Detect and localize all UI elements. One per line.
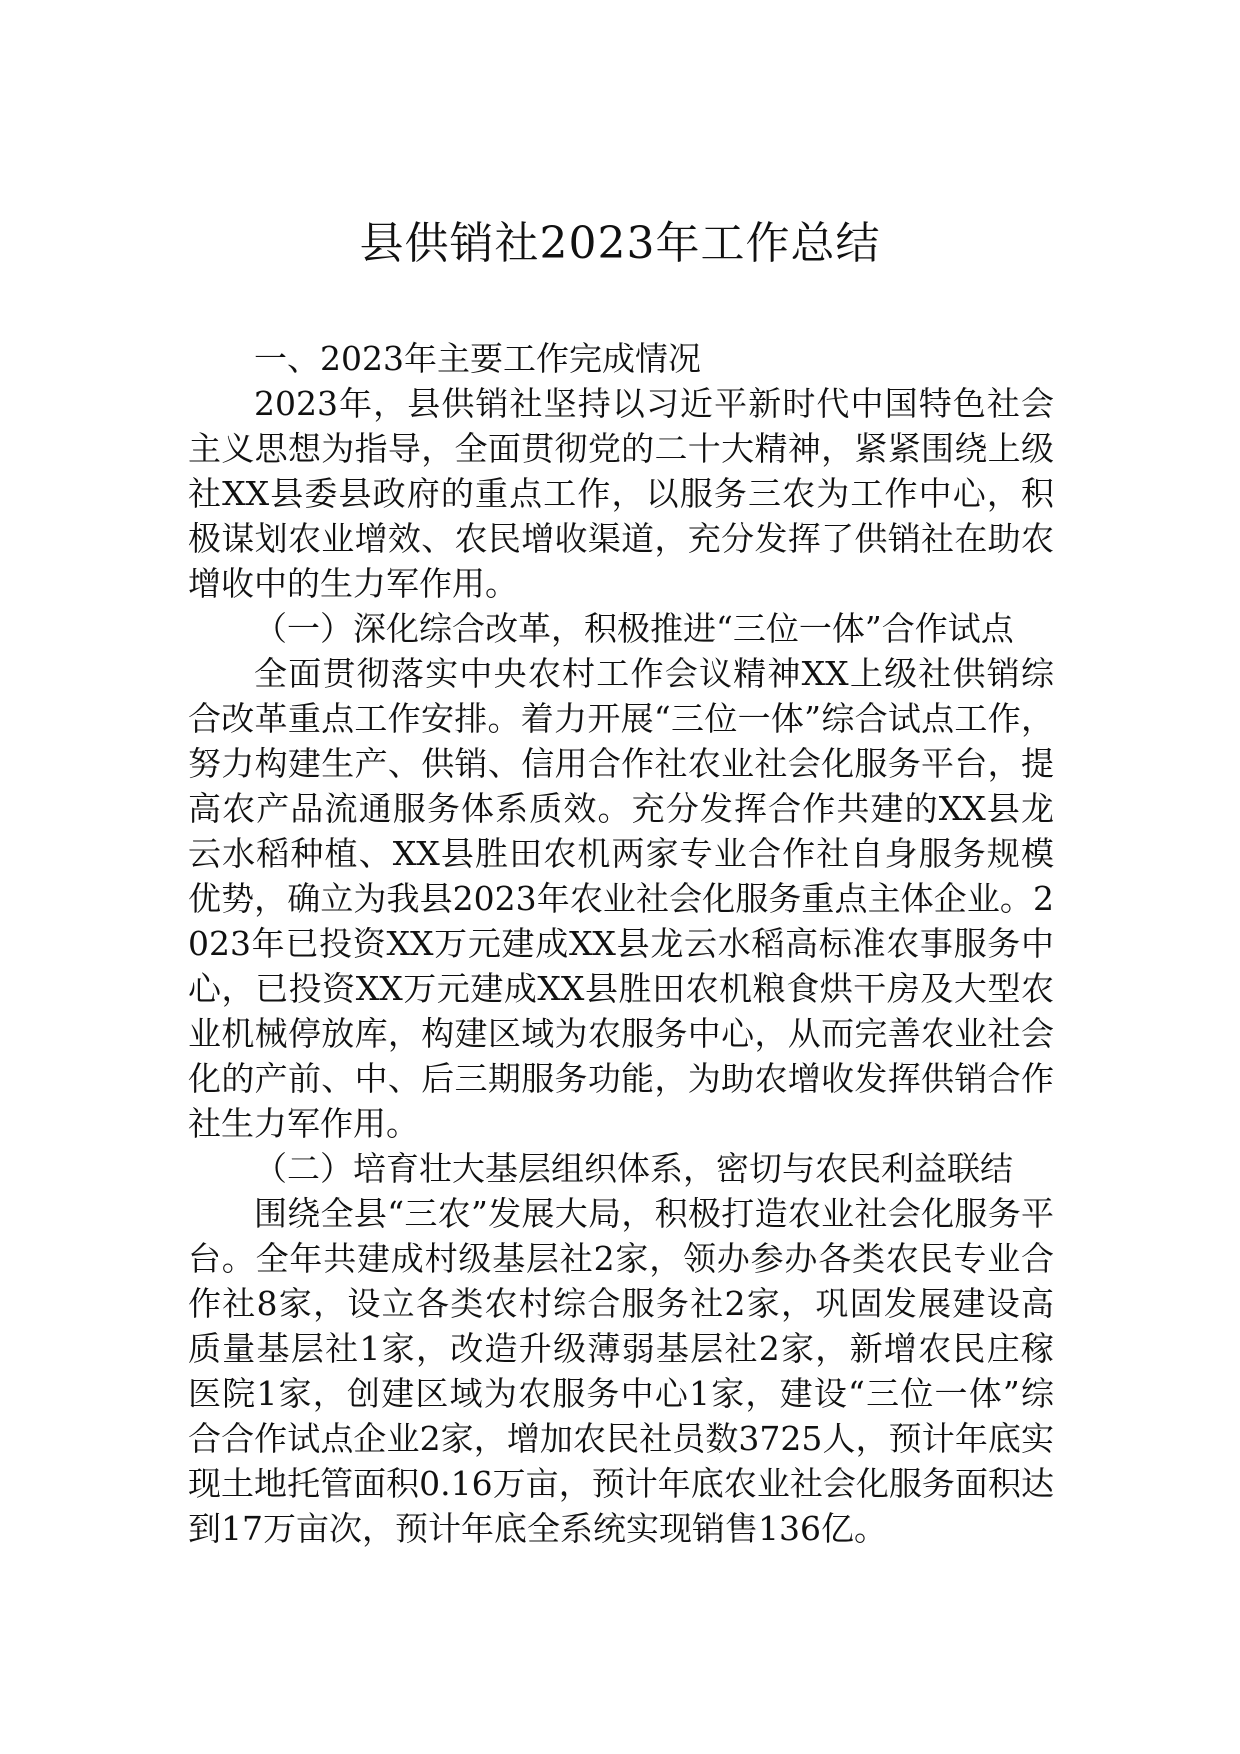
- subheading-organization: （二）培育壮大基层组织体系，密切与农民利益联结: [254, 1149, 1013, 1188]
- document-title: 县供销社2023年工作总结: [359, 218, 881, 269]
- subheading-reform: （一）深化综合改革，积极推进“三位一体”合作试点: [254, 609, 1014, 648]
- section-heading: 一、2023年主要工作完成情况: [254, 339, 701, 378]
- paragraph-reform: 全面贯彻落实中央农村工作会议精神XX上级社供销综合改革重点工作安排。着力开展“三位一体”综合试点工作，努力构建生产、供销、信用合作社农业社会化服务平台，提高农产品流通服务体系质效。充分发挥合作共建的XX县龙云水稻种植、XX县胜田农机两家专业合作社自身服务规模优势，确立为我县2023年农业社会化服务重点主体企业。2023年已投资XX万元建成XX县龙云水稻高标准农事服务中心，已投资XX万元建成XX县胜田农机粮食烘干房及大型农业机械停放库，构建区域为农服务中心，从而完善农业社会化的产前、中、后三期服务功能，为助农增收发挥供销合作社生力军作用。: [188, 654, 1054, 1143]
- paragraph-intro: 2023年，县供销社坚持以习近平新时代中国特色社会主义思想为指导，全面贯彻党的二十大精神，紧紧围绕上级社XX县委县政府的重点工作，以服务三农为工作中心，积极谋划农业增效、农民增收渠道，充分发挥了供销社在助农增收中的生力军作用。: [188, 384, 1054, 603]
- document-body: [188, 336, 1054, 1551]
- paragraph-organization: 围绕全县“三农”发展大局，积极打造农业社会化服务平台。全年共建成村级基层社2家，领办参办各类农民专业合作社8家，设立各类农村综合服务社2家，巩固发展建设高质量基层社1家，改造升级薄弱基层社2家，新增农民庄稼医院1家，创建区域为农服务中心1家，建设“三位一体”综合合作试点企业2家，增加农民社员数3725人，预计年底实现土地托管面积0.16万亩，预计年底农业社会化服务面积达到17万亩次，预计年底全系统实现销售136亿。: [188, 1194, 1054, 1548]
